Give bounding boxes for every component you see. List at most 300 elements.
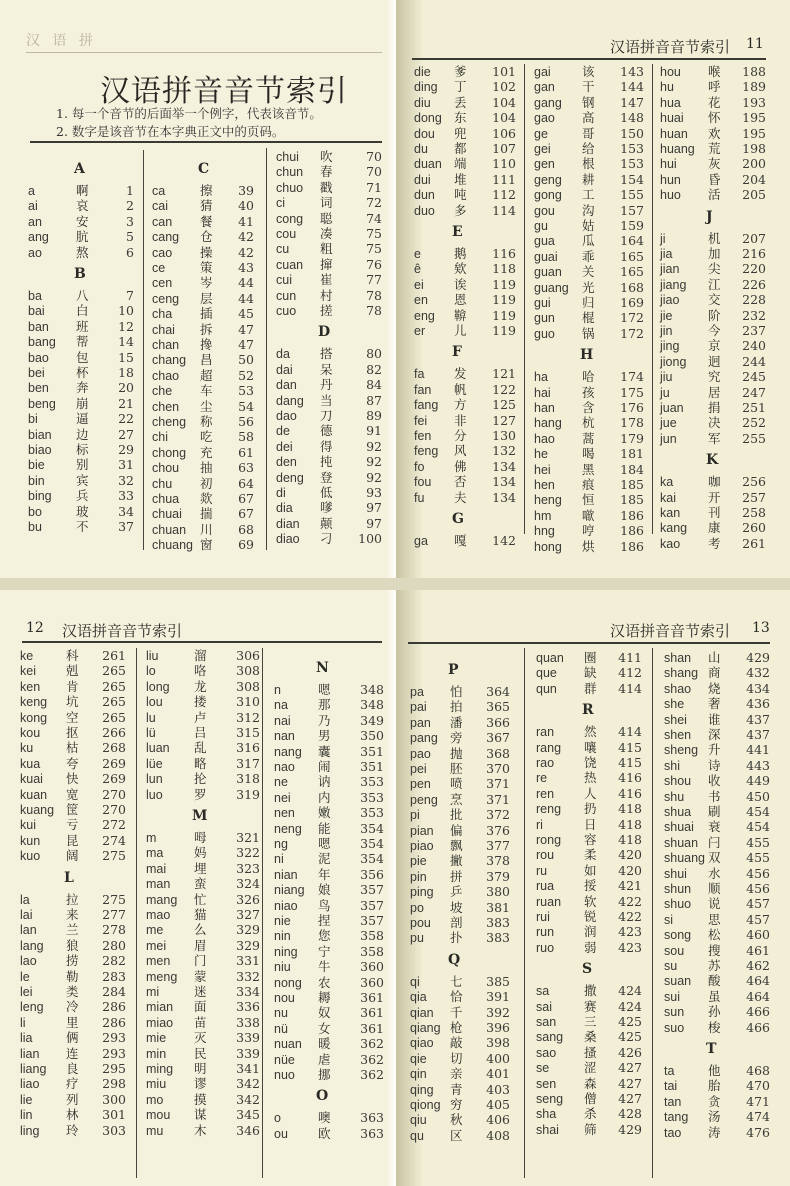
- pinyin-syllable: ri: [536, 817, 543, 832]
- example-character: 车: [200, 383, 213, 399]
- example-character: 昌: [200, 352, 213, 368]
- pinyin-syllable: ha: [534, 370, 548, 385]
- pinyin-syllable: dian: [276, 516, 300, 531]
- pinyin-syllable: song: [664, 928, 692, 943]
- pinyin-syllable: pu: [410, 931, 424, 946]
- pinyin-syllable: gu: [534, 219, 548, 233]
- page-reference: 186: [620, 538, 644, 554]
- pinyin-syllable: lüe: [146, 756, 163, 771]
- pinyin-syllable: sui: [664, 989, 680, 1004]
- pinyin-syllable: san: [536, 1015, 557, 1029]
- example-character: 闹: [318, 759, 331, 774]
- example-character: 筐: [66, 802, 79, 817]
- pinyin-syllable: shao: [664, 681, 692, 696]
- example-character: 溜: [194, 648, 207, 663]
- pinyin-syllable: kai: [660, 490, 676, 505]
- page-reference: 172: [620, 310, 644, 326]
- pinyin-syllable: liao: [20, 1077, 40, 1092]
- pinyin-syllable: gua: [534, 234, 555, 249]
- section-letter: B: [74, 266, 86, 282]
- example-character: 灭: [194, 1030, 207, 1046]
- example-character: 迷: [194, 984, 207, 999]
- pinyin-syllable: ban: [28, 319, 49, 334]
- example-character: 玻: [76, 503, 89, 519]
- page-number: 13: [752, 620, 770, 636]
- pinyin-syllable: niang: [274, 883, 305, 898]
- page-reference: 354: [360, 836, 384, 851]
- page-reference: 464: [746, 973, 770, 989]
- page-reference: 317: [236, 755, 260, 771]
- page-reference: 457: [746, 896, 770, 912]
- page-reference: 338: [236, 1014, 260, 1030]
- page-reference: 424: [618, 998, 642, 1014]
- page-reference: 436: [746, 696, 770, 712]
- page-reference: 205: [742, 187, 766, 203]
- page-bottom-left: [0, 590, 396, 1186]
- page-reference: 301: [102, 1107, 126, 1123]
- page-reference: 357: [360, 913, 384, 928]
- pinyin-syllable: reng: [536, 802, 562, 817]
- page-reference: 406: [486, 1112, 510, 1128]
- example-character: 坑: [66, 694, 79, 710]
- page-reference: 261: [742, 535, 766, 551]
- section-letter: A: [74, 161, 85, 177]
- example-character: 抛: [450, 745, 463, 761]
- page-reference: 50: [238, 352, 254, 368]
- page-reference: 67: [238, 506, 254, 522]
- example-character: 丢: [454, 94, 467, 110]
- example-character: 恒: [582, 492, 595, 508]
- page-reference: 351: [360, 743, 384, 759]
- page-reference: 432: [746, 665, 770, 681]
- example-character: 东: [454, 110, 467, 126]
- pinyin-syllable: cheng: [152, 415, 187, 429]
- pinyin-syllable: geng: [534, 172, 562, 187]
- example-character: 刊: [708, 505, 721, 520]
- pinyin-syllable: qu: [410, 1128, 424, 1143]
- pinyin-syllable: jie: [660, 308, 673, 323]
- example-character: 水: [708, 865, 721, 881]
- page-reference: 315: [236, 725, 260, 740]
- pinyin-syllable: miao: [146, 1015, 174, 1030]
- page-reference: 216: [742, 246, 766, 261]
- page-top-right: [396, 0, 790, 578]
- page-reference: 106: [492, 125, 516, 141]
- page-reference: 32: [118, 472, 134, 488]
- page-reference: 418: [618, 801, 642, 817]
- page-reference: 371: [486, 776, 510, 792]
- section-letter: G: [452, 511, 464, 527]
- example-character: 科: [66, 648, 79, 663]
- page-reference: 70: [366, 164, 382, 180]
- pinyin-syllable: neng: [274, 821, 302, 836]
- pinyin-syllable: niao: [274, 898, 298, 913]
- pinyin-syllable: mo: [146, 1092, 164, 1107]
- page-reference: 3: [126, 213, 134, 229]
- section-letter: O: [316, 1088, 329, 1105]
- example-character: 考: [708, 535, 721, 551]
- example-character: 插: [200, 306, 213, 322]
- page-reference: 144: [620, 79, 644, 95]
- pinyin-syllable: shu: [664, 789, 685, 804]
- example-character: 八: [76, 288, 89, 303]
- example-character: 软: [584, 893, 597, 909]
- page-reference: 178: [620, 415, 644, 431]
- page-reference: 93: [366, 485, 382, 500]
- page-reference: 97: [366, 515, 382, 531]
- page-reference: 362: [360, 1036, 384, 1052]
- example-character: 刁: [320, 531, 333, 547]
- pinyin-syllable: chai: [152, 322, 175, 337]
- page-reference: 266: [102, 725, 126, 740]
- example-character: 姑: [582, 218, 595, 233]
- example-character: 涩: [584, 1060, 597, 1076]
- pinyin-syllable: ping: [410, 885, 434, 900]
- pinyin-syllable: miu: [146, 1077, 167, 1092]
- page-reference: 10: [118, 303, 134, 319]
- example-character: 搂: [194, 694, 207, 710]
- column-divider: [652, 648, 653, 1178]
- example-character: 工: [582, 187, 595, 203]
- pinyin-syllable: rao: [536, 756, 555, 770]
- example-character: 鞥: [454, 307, 467, 323]
- pinyin-syllable: o: [274, 1111, 281, 1126]
- pinyin-syllable: kua: [20, 756, 41, 771]
- pinyin-syllable: ku: [20, 741, 34, 756]
- example-character: 酸: [708, 973, 721, 989]
- page-reference: 157: [620, 202, 644, 218]
- example-character: 猫: [194, 907, 207, 922]
- page-reference: 181: [620, 446, 644, 462]
- example-character: 拍: [450, 699, 463, 715]
- example-character: 戳: [320, 179, 333, 195]
- page-reference: 441: [746, 742, 770, 758]
- pinyin-syllable: chu: [152, 476, 173, 491]
- example-character: 书: [708, 788, 721, 804]
- example-character: 包: [76, 349, 89, 365]
- pinyin-syllable: dong: [414, 111, 442, 126]
- page-reference: 245: [742, 369, 766, 385]
- pinyin-syllable: shuang: [664, 851, 706, 866]
- page-reference: 332: [236, 968, 260, 984]
- example-character: 亲: [450, 1066, 463, 1082]
- page-reference: 63: [238, 460, 254, 476]
- example-character: 呣: [194, 830, 207, 845]
- pinyin-syllable: mou: [146, 1108, 171, 1123]
- section-letter: J: [706, 208, 713, 225]
- page-reference: 429: [618, 1121, 642, 1137]
- page-reference: 92: [366, 454, 382, 470]
- page-reference: 134: [492, 474, 516, 490]
- pinyin-syllable: seng: [536, 1092, 564, 1106]
- page-reference: 150: [620, 125, 644, 141]
- pinyin-syllable: dou: [414, 126, 435, 141]
- example-character: 秋: [450, 1112, 463, 1128]
- page-reference: 101: [492, 64, 516, 79]
- pinyin-syllable: ceng: [152, 291, 180, 306]
- pinyin-syllable: jiang: [660, 277, 687, 292]
- example-character: 类: [66, 984, 79, 999]
- pinyin-syllable: sang: [536, 1030, 564, 1045]
- example-character: 赛: [584, 998, 597, 1014]
- example-character: 哈: [582, 369, 595, 385]
- example-character: 人: [584, 785, 597, 801]
- pinyin-syllable: min: [146, 1046, 167, 1061]
- section-letter: E: [452, 224, 463, 240]
- example-character: 欧: [318, 1125, 331, 1141]
- example-character: 搀: [200, 337, 213, 352]
- pinyin-syllable: qin: [410, 1067, 427, 1082]
- example-character: 词: [320, 195, 333, 211]
- example-character: 如: [584, 862, 597, 878]
- example-character: 今: [708, 323, 721, 338]
- pinyin-syllable: ming: [146, 1062, 174, 1076]
- example-character: 鸟: [318, 897, 331, 913]
- example-character: 登: [320, 469, 333, 485]
- page-reference: 119: [492, 323, 516, 338]
- example-character: 分: [454, 428, 467, 443]
- page-reference: 370: [486, 761, 510, 776]
- page-reference: 77: [366, 272, 382, 288]
- page-reference: 127: [492, 412, 516, 428]
- example-character: 机: [708, 230, 721, 246]
- pinyin-syllable: lou: [146, 695, 163, 710]
- example-character: 乖: [582, 248, 595, 264]
- page-reference: 471: [746, 1093, 770, 1109]
- pinyin-syllable: m: [146, 831, 157, 845]
- section-letter: S: [582, 961, 593, 978]
- pinyin-syllable: luan: [146, 741, 170, 756]
- page-reference: 12: [118, 318, 134, 334]
- pinyin-syllable: ne: [274, 775, 288, 790]
- example-character: 坡: [450, 899, 463, 915]
- page-reference: 368: [486, 745, 510, 761]
- page-reference: 244: [742, 353, 766, 369]
- pinyin-syllable: shi: [664, 758, 680, 773]
- column-divider: [266, 148, 267, 550]
- page-reference: 456: [746, 881, 770, 896]
- page-reference: 363: [360, 1125, 384, 1141]
- example-character: 牛: [318, 959, 331, 975]
- page-reference: 228: [742, 292, 766, 308]
- example-character: 恩: [454, 292, 467, 308]
- example-character: 兵: [76, 488, 89, 504]
- page-reference: 318: [236, 771, 260, 787]
- example-character: 敲: [450, 1035, 463, 1051]
- example-character: 含: [582, 400, 595, 415]
- pinyin-syllable: er: [414, 324, 426, 338]
- pinyin-syllable: mian: [146, 1000, 174, 1015]
- pinyin-syllable: se: [536, 1061, 550, 1076]
- column-divider: [262, 648, 263, 1178]
- pinyin-syllable: gang: [534, 95, 562, 110]
- page-reference: 324: [236, 876, 260, 892]
- pinyin-syllable: die: [414, 65, 431, 79]
- example-character: 列: [66, 1091, 79, 1107]
- pinyin-syllable: gan: [534, 80, 555, 95]
- example-character: 粗: [320, 241, 333, 257]
- example-character: 肯: [66, 678, 79, 694]
- page-reference: 31: [118, 457, 134, 473]
- page-reference: 365: [486, 699, 510, 715]
- page-reference: 376: [486, 822, 510, 838]
- column-divider: [143, 150, 144, 550]
- example-character: 热: [584, 770, 597, 786]
- page-reference: 353: [360, 805, 384, 821]
- pinyin-syllable: mi: [146, 985, 160, 999]
- page-reference: 147: [620, 94, 644, 110]
- pinyin-syllable: dei: [276, 439, 293, 454]
- example-character: 顺: [708, 881, 721, 896]
- page-reference: 52: [238, 367, 254, 383]
- example-character: 山: [708, 650, 721, 665]
- pinyin-syllable: qiu: [410, 1113, 427, 1128]
- pinyin-syllable: ni: [274, 852, 284, 867]
- page-reference: 122: [492, 381, 516, 397]
- pinyin-syllable: jiu: [660, 370, 673, 385]
- page-reference: 134: [492, 458, 516, 474]
- example-character: 狼: [66, 937, 79, 953]
- pinyin-syllable: she: [664, 697, 685, 712]
- page-reference: 329: [236, 937, 260, 953]
- page-reference: 41: [238, 213, 254, 229]
- pinyin-syllable: quan: [536, 651, 564, 665]
- pinyin-syllable: nang: [274, 744, 302, 759]
- page-reference: 466: [746, 1004, 770, 1020]
- page-reference: 350: [360, 728, 384, 744]
- page-gutter-shadow: [386, 0, 396, 578]
- page-gutter-shadow: [386, 590, 396, 1186]
- page-reference: 412: [618, 665, 642, 681]
- pinyin-syllable: e: [414, 247, 421, 261]
- page-reference: 47: [238, 337, 254, 352]
- pinyin-syllable: hao: [534, 431, 555, 446]
- pinyin-syllable: liang: [20, 1062, 47, 1076]
- pinyin-syllable: la: [20, 892, 30, 907]
- page-reference: 455: [746, 834, 770, 850]
- page-reference: 237: [742, 323, 766, 338]
- example-character: 咖: [708, 474, 721, 490]
- pinyin-syllable: pi: [410, 808, 420, 823]
- page-reference: 91: [366, 423, 382, 439]
- page-reference: 353: [360, 789, 384, 805]
- page-reference: 75: [366, 226, 382, 241]
- page-reference: 462: [746, 958, 770, 973]
- example-character: 端: [454, 156, 467, 172]
- example-character: 该: [582, 64, 595, 79]
- pinyin-syllable: nuo: [274, 1068, 295, 1082]
- pinyin-syllable: ju: [660, 385, 670, 400]
- pinyin-syllable: sao: [536, 1045, 557, 1060]
- pinyin-syllable: che: [152, 384, 173, 399]
- example-character: 林: [66, 1107, 79, 1123]
- example-character: 讷: [318, 774, 331, 790]
- example-character: 咯: [194, 663, 207, 679]
- example-character: 虽: [708, 988, 721, 1004]
- page-reference: 84: [366, 377, 382, 393]
- page-reference: 169: [620, 295, 644, 310]
- pinyin-syllable: bing: [28, 489, 52, 504]
- pinyin-syllable: huo: [660, 188, 681, 203]
- pinyin-syllable: gao: [534, 111, 555, 126]
- pinyin-syllable: shua: [664, 805, 692, 819]
- example-character: 欢: [708, 125, 721, 141]
- pinyin-syllable: duan: [414, 157, 442, 172]
- page-reference: 67: [238, 491, 254, 506]
- pinyin-syllable: chun: [276, 165, 304, 180]
- pinyin-syllable: mang: [146, 892, 178, 907]
- example-character: 锐: [584, 909, 597, 924]
- pinyin-syllable: bao: [28, 350, 49, 365]
- page-reference: 353: [360, 774, 384, 790]
- page-reference: 331: [236, 953, 260, 969]
- page-reference: 358: [360, 928, 384, 944]
- page-reference: 74: [366, 210, 382, 226]
- pinyin-syllable: den: [276, 455, 297, 470]
- example-character: 升: [708, 742, 721, 758]
- page-reference: 415: [618, 755, 642, 770]
- example-character: 蛮: [194, 876, 207, 892]
- page-reference: 226: [742, 276, 766, 292]
- example-character: 揣: [200, 506, 213, 522]
- page-reference: 280: [102, 937, 126, 953]
- example-character: 男: [318, 728, 331, 744]
- example-character: 三: [584, 1014, 597, 1029]
- page-reference: 381: [486, 899, 510, 915]
- example-character: 抠: [66, 725, 79, 740]
- pinyin-syllable: suo: [664, 1020, 685, 1035]
- example-character: 门: [194, 953, 207, 969]
- page-reference: 474: [746, 1109, 770, 1125]
- pinyin-syllable: dia: [276, 501, 293, 516]
- pinyin-syllable: hui: [660, 157, 677, 172]
- example-character: 交: [708, 292, 721, 308]
- pinyin-syllable: gou: [534, 203, 555, 218]
- page-reference: 78: [366, 287, 382, 303]
- page-reference: 457: [746, 911, 770, 927]
- page-reference: 118: [492, 261, 516, 277]
- section-letter: R: [582, 702, 594, 719]
- page-reference: 54: [238, 398, 254, 414]
- pinyin-syllable: shuo: [664, 897, 692, 912]
- example-character: 嫩: [318, 805, 331, 821]
- pinyin-syllable: shuai: [664, 820, 694, 835]
- example-character: 里: [66, 1014, 79, 1030]
- running-head: 汉语拼音音节索引: [610, 38, 731, 56]
- example-character: 奔: [76, 380, 89, 396]
- page-reference: 27: [118, 426, 134, 442]
- pinyin-syllable: cang: [152, 230, 180, 245]
- pinyin-syllable: ding: [414, 80, 438, 95]
- page-reference: 418: [618, 832, 642, 847]
- example-character: 松: [708, 927, 721, 943]
- pinyin-syllable: fen: [414, 429, 432, 443]
- page-reference: 415: [618, 739, 642, 755]
- page-reference: 142: [492, 533, 516, 548]
- pinyin-syllable: chong: [152, 445, 187, 460]
- pinyin-syllable: bian: [28, 427, 52, 442]
- page-reference: 361: [360, 1020, 384, 1036]
- example-character: 兰: [66, 922, 79, 938]
- page-reference: 148: [620, 110, 644, 126]
- pinyin-syllable: nu: [274, 1006, 288, 1021]
- section-letter: M: [192, 808, 208, 824]
- example-character: 究: [708, 369, 721, 385]
- pinyin-syllable: kuai: [20, 772, 43, 787]
- page-reference: 107: [492, 141, 516, 156]
- example-character: 开: [708, 489, 721, 505]
- page-reference: 185: [620, 492, 644, 508]
